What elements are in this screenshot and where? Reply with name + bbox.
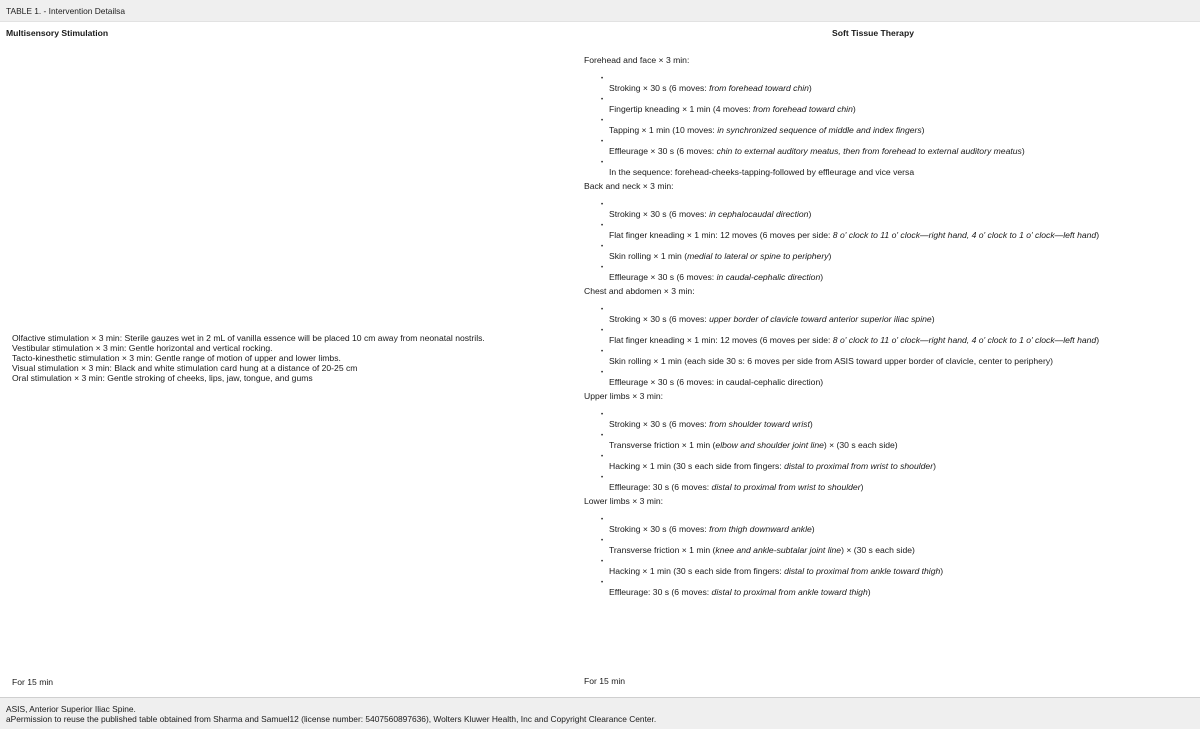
table-body-row: [0, 44, 1200, 669]
multisensory-cell: [0, 44, 578, 669]
step-plain-text: Stroking × 30 s (6 moves:: [609, 209, 710, 219]
step-tail-text: ): [1021, 146, 1025, 156]
step-plain-text: Hacking × 1 min (30 s each side from fingers:: [609, 566, 785, 576]
step-plain-text: Skin rolling × 1 min (each side 30 s: 6 moves per side from ASIS toward upper border of clavicle, center to periphery): [609, 356, 1053, 366]
step-plain-text: Stroking × 30 s (6 moves:: [609, 419, 710, 429]
therapy-step-text: [609, 230, 1099, 240]
step-plain-text: Flat finger kneading × 1 min: 12 moves (6 moves per side:: [609, 230, 833, 240]
bullet-icon: •: [601, 202, 604, 208]
step-tail-text: ): [809, 419, 813, 429]
therapy-region: [584, 496, 1200, 601]
bullet-icon: •: [601, 76, 604, 82]
therapy-step-text: [609, 272, 823, 282]
therapy-step-text: [609, 314, 935, 324]
step-italic-text: knee and ankle-subtalar joint line: [715, 545, 842, 555]
bullet-icon: •: [601, 454, 604, 460]
step-italic-text: distal to proximal from ankle toward thigh: [784, 566, 941, 576]
bullet-icon: •: [601, 97, 604, 103]
step-plain-text: Effleurage: 30 s (6 moves:: [609, 482, 712, 492]
step-tail-text: ): [1096, 335, 1100, 345]
step-italic-text: distal to proximal from wrist to shoulder: [711, 482, 861, 492]
step-italic-text: distal to proximal from ankle toward thigh: [711, 587, 868, 597]
therapy-step: [584, 412, 1200, 433]
step-tail-text: ): [931, 314, 935, 324]
footnote-abbreviation: ASIS, Anterior Superior Iliac Spine.: [6, 704, 136, 714]
step-italic-text: 8 o' clock to 11 o' clock—right hand, 4 o' clock to 1 o' clock—left hand: [832, 335, 1097, 345]
step-plain-text: Effleurage × 30 s (6 moves: in caudal-cephalic direction): [609, 377, 824, 387]
step-tail-text: ): [852, 104, 856, 114]
step-tail-text: ): [860, 482, 864, 492]
multisensory-line: Oral stimulation × 3 min: Gentle stroking of cheeks, lips, jaw, tongue, and gums: [12, 372, 313, 383]
step-italic-text: from forehead toward chin: [753, 104, 853, 114]
bullet-icon: •: [601, 412, 604, 418]
therapy-step: [584, 328, 1200, 349]
step-italic-text: chin to external auditory meatus, then from forehead to external auditory meatus: [716, 146, 1022, 156]
therapy-step-text: [609, 356, 1053, 366]
therapy-step: [584, 97, 1200, 118]
bullet-icon: •: [601, 580, 604, 586]
duration-left: For 15 min: [12, 676, 54, 687]
step-italic-text: in caudal-cephalic direction: [716, 272, 821, 282]
therapy-step-text: [609, 461, 936, 471]
bullet-icon: •: [601, 118, 604, 124]
table-caption: TABLE 1. - Intervention Detailsa: [6, 6, 126, 16]
step-tail-text: ): [921, 125, 925, 135]
footnote-permission: aPermission to reuse the published table obtained from Sharma and Samuel12 (license number: 5407560897636), Wolters Kluwer Health, Inc and Copyright Clearance Center.: [6, 714, 657, 724]
step-tail-text: ): [811, 524, 815, 534]
therapy-step-text: [609, 566, 943, 576]
therapy-step-text: [609, 209, 811, 219]
therapy-step: [584, 454, 1200, 475]
therapy-region-title: Forehead and face × 3 min:: [584, 55, 690, 65]
therapy-step: [584, 349, 1200, 370]
therapy-step: [584, 580, 1200, 601]
therapy-step-text: [609, 104, 856, 114]
multisensory-line: Tacto-kinesthetic stimulation × 3 min: Gentle range of motion of upper and lower limbs.: [12, 352, 341, 363]
step-tail-text: ): [808, 83, 812, 93]
intervention-table: [0, 22, 1200, 692]
step-italic-text: in synchronized sequence of middle and index fingers: [717, 125, 922, 135]
therapy-step: [584, 202, 1200, 223]
therapy-step: [584, 538, 1200, 559]
step-plain-text: Skin rolling × 1 min (: [609, 251, 688, 261]
therapy-region: [584, 55, 1200, 181]
bullet-icon: •: [601, 433, 604, 439]
therapy-step-text: [609, 335, 1099, 345]
step-tail-text: ): [828, 251, 832, 261]
step-plain-text: Hacking × 1 min (30 s each side from fingers:: [609, 461, 785, 471]
step-plain-text: Effleurage: 30 s (6 moves:: [609, 587, 712, 597]
therapy-step-text: [609, 146, 1025, 156]
header-soft-tissue: Soft Tissue Therapy: [832, 28, 914, 38]
therapy-region: [584, 181, 1200, 286]
bullet-icon: •: [601, 538, 604, 544]
step-plain-text: Stroking × 30 s (6 moves:: [609, 314, 710, 324]
therapy-step: [584, 223, 1200, 244]
therapy-region-title: Chest and abdomen × 3 min:: [584, 286, 695, 296]
therapy-step: [584, 244, 1200, 265]
table-caption-bar: [0, 0, 1200, 22]
multisensory-line: Visual stimulation × 3 min: Black and white stimulation card hung at a distance of 20-25 cm: [12, 362, 358, 373]
step-plain-text: Stroking × 30 s (6 moves:: [609, 524, 710, 534]
step-plain-text: Flat finger kneading × 1 min: 12 moves (6 moves per side:: [609, 335, 833, 345]
step-tail-text: ): [820, 272, 824, 282]
therapy-step: [584, 559, 1200, 580]
therapy-region: [584, 391, 1200, 496]
therapy-step: [584, 370, 1200, 391]
therapy-step-text: [609, 377, 823, 387]
step-plain-text: Effleurage × 30 s (6 moves:: [609, 146, 717, 156]
step-plain-text: Fingertip kneading × 1 min (4 moves:: [609, 104, 754, 114]
therapy-step-text: [609, 545, 915, 555]
step-tail-text: ): [940, 566, 944, 576]
bullet-icon: •: [601, 475, 604, 481]
therapy-step-text: [609, 83, 812, 93]
step-plain-text: In the sequence: forehead-cheeks-tapping-followed by effleurage and vice versa: [609, 167, 915, 177]
therapy-step-text: [609, 587, 871, 597]
bullet-icon: •: [601, 559, 604, 565]
step-italic-text: 8 o' clock to 11 o' clock—right hand, 4 o' clock to 1 o' clock—left hand: [832, 230, 1097, 240]
step-plain-text: Transverse friction × 1 min (: [609, 545, 716, 555]
step-italic-text: from shoulder toward wrist: [709, 419, 810, 429]
table-header-row: [0, 22, 1200, 44]
bullet-icon: •: [601, 223, 604, 229]
therapy-step: [584, 475, 1200, 496]
bullet-icon: •: [601, 265, 604, 271]
step-plain-text: Tapping × 1 min (10 moves:: [609, 125, 718, 135]
step-italic-text: upper border of clavicle toward anterior superior iliac spine: [709, 314, 932, 324]
therapy-step-text: [609, 524, 815, 534]
therapy-step: [584, 265, 1200, 286]
therapy-step: [584, 118, 1200, 139]
soft-tissue-cell: [578, 44, 1200, 669]
step-tail-text: ): [867, 587, 871, 597]
step-italic-text: in cephalocaudal direction: [709, 209, 809, 219]
bullet-icon: •: [601, 349, 604, 355]
bullet-icon: •: [601, 328, 604, 334]
therapy-region-title: Back and neck × 3 min:: [584, 181, 674, 191]
bullet-icon: •: [601, 370, 604, 376]
step-italic-text: from thigh downward ankle: [709, 524, 812, 534]
step-tail-text: ): [933, 461, 936, 471]
therapy-step: [584, 160, 1200, 181]
therapy-region-title: Upper limbs × 3 min:: [584, 391, 664, 401]
therapy-step-text: [609, 251, 831, 261]
therapy-step: [584, 307, 1200, 328]
therapy-step-text: [609, 482, 863, 492]
bullet-icon: •: [601, 244, 604, 250]
bullet-icon: •: [601, 307, 604, 313]
step-tail-text: ): [1096, 230, 1100, 240]
step-tail-text: ): [808, 209, 812, 219]
multisensory-line: Olfactive stimulation × 3 min: Sterile gauzes wet in 2 mL of vanilla essence will be placed 10 cm away from neonatal nostrils.: [12, 332, 485, 343]
therapy-step: [584, 76, 1200, 97]
step-italic-text: medial to lateral or spine to periphery: [687, 251, 829, 261]
step-italic-text: distal to proximal from wrist to shoulder: [784, 461, 934, 471]
step-plain-text: Stroking × 30 s (6 moves:: [609, 83, 710, 93]
step-tail-text: ) × (30 s each side): [841, 545, 915, 555]
header-multisensory: Multisensory Stimulation: [6, 28, 109, 38]
therapy-step: [584, 517, 1200, 538]
therapy-step: [584, 139, 1200, 160]
duration-row: [0, 669, 1200, 692]
step-tail-text: ) × (30 s each side): [823, 440, 898, 450]
therapy-step-text: [609, 419, 813, 429]
step-italic-text: from forehead toward chin: [709, 83, 809, 93]
bullet-icon: •: [601, 160, 604, 166]
therapy-region-title: Lower limbs × 3 min:: [584, 496, 664, 506]
step-plain-text: Effleurage × 30 s (6 moves:: [609, 272, 717, 282]
bullet-icon: •: [601, 517, 604, 523]
table-footnotes: [0, 697, 1200, 729]
bullet-icon: •: [601, 139, 604, 145]
therapy-step-text: [609, 167, 914, 177]
therapy-step-text: [609, 440, 898, 450]
therapy-step: [584, 433, 1200, 454]
therapy-step-text: [609, 125, 925, 135]
duration-right: For 15 min: [584, 675, 626, 686]
therapy-region: [584, 286, 1200, 391]
step-plain-text: Transverse friction × 1 min (: [609, 440, 716, 450]
step-italic-text: elbow and shoulder joint line: [715, 440, 824, 450]
multisensory-line: Vestibular stimulation × 3 min: Gentle horizontal and vertical rocking.: [12, 342, 273, 353]
